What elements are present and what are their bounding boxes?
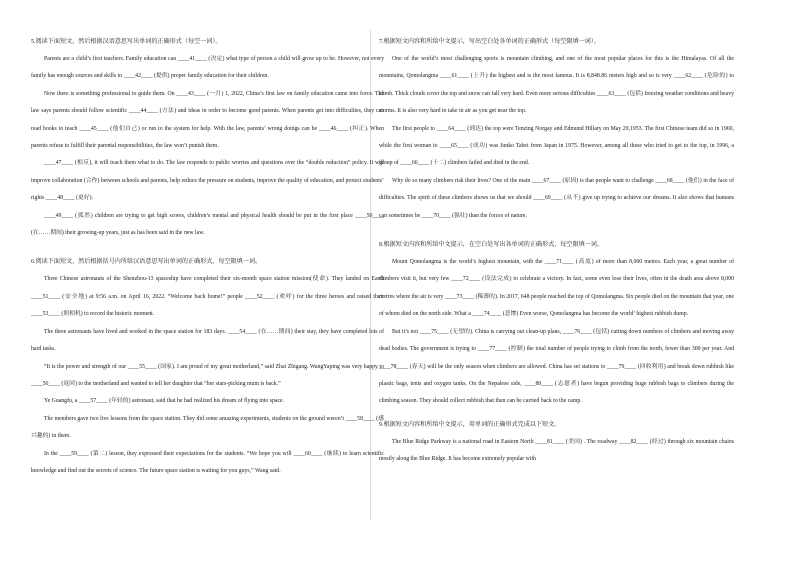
passage-paragraph: The Blue Ridge Parkway is a national road in Eastern North ____81____ (美国) . The roadway ____82____ (经过) through six mountain chains mostly along the Blue Ridge. It has become extremely popular with [379, 438, 734, 463]
passage-paragraph: ____47____ (相反), it will teach them what to do. The law responds to public worries and questions over the “double reduction” policy. It will improve collaboration (合作) between schools and parents, help reduce the pressure on students, improve the quality of education, and protect students’ rights ____48____ (更好). [31, 160, 384, 202]
passage-paragraph: Mount Qomolangma is the world’s highest mountain, with the ____71____ (高度) of more than 8,000 metres. Each year, a great number of climbers visit it, but very few ____72____ (设法完成) to celebrate a victory. In fact, some even lose their lives, often in the death area above 8,000 metres where the air is very ____73____ (稀薄的). In 2017, 648 people reached the top of Qomolangma. Six people died on the mountain that year, one of whom died on the north side. What a ____74____ (悲惨) Even worse, Qomolangma has become the world’ highest rubbish dump. [379, 259, 734, 318]
exercise-9 [379, 417, 734, 469]
passage-paragraph: “It is the power and strength of our ____55____ (国家). I am proud of my great motherland,” said Zhai Zhigang. WangYaping was very happy to ____56____ (返回) to the motherland and wanted to tell her daughter that “her stars-picking mum is back.” [31, 363, 384, 387]
passage-paragraph: Ye Guangfu, a ____57____ (年轻的) astronaut, said that he had realized his dream of flying into space. [44, 398, 285, 405]
passage-paragraph: The members gave two live lessons from the space station. They did some amazing experiments, students on the ground weren’t ____58____ (感兴趣的) in them. [31, 415, 384, 440]
passage-paragraph: Why do so many climbers risk their lives? One of the main ____67____ (原因) is that people want to challenge ____68____ (他们) in the face of difficulties. The spirit of these climbers shows us that we should ____69____ (从不) give up trying to achieve our dreams. It also shows that humans can sometimes be ____70____ (强壮) than the forces of nature. [379, 177, 734, 219]
passage-paragraph: Now there is something professional to guide them. On ____43____ (一月) 1, 2022, China’s first law on family education came into force. The law says parents should follow scientific ____44____ (方法) and ideas in order to become good parents. When parents get into difficulties, they can read books to teach ____45____ (他们自己) or run to the system for help. With the law, parents’ wrong doings can be ____46____ (纠正). When parents refuse to fulfill their parental responsibilities, the law won’t punish them. [31, 90, 384, 150]
exercise-7 [379, 34, 734, 225]
exercise-heading: 5.阅读下面短文，然后根据汉语意思写出单词的正确形式（每空一词）。 [31, 39, 222, 45]
passage-paragraph: Parents are a child’s first teachers. Family education can ____41____ (决定) what type of person a child will grow up to be. However, not every family has enough sources and skills to ____42____ (提供) proper family education for their children. [31, 56, 384, 80]
exercise-heading: 7.根据短文内容和所给中文提示，写出空白处各单词的正确形式（每空限填一词）。 [379, 39, 600, 45]
right-column [379, 34, 734, 469]
passage-paragraph: ____49____ (孤然) children are trying to get high scores, children’s mental and physical health should be put in the first place ____50____ (在……期间) their growing-up years, just as has been said in the new law. [31, 212, 384, 237]
passage-paragraph: But it’s not ____75____ (无望的). China is carrying out clean-up plans, ____76____ (包括) cutting down numbers of climbers and moving away dead bodies. The government is trying to ____77____ (控制) the total number of people trying to climb from the north, fewer than 300 per year. And ____78____ (春天) will be the only season when climbers are allowed. China has set stations to ____79____ (回收利用) and break down rubbish like plastic bags, tents and oxygen tanks. On the Nepalese side, ____80____ (志愿者) have begun providing huge rubbish bags to climbers during the climbing season. They should collect rubbish that then can be carried back to the camp. [379, 328, 734, 405]
exercise-heading: 8.根据短文内容和所给中文提示，在空白处写出各单词的正确形式，每空限填一词。 [379, 242, 603, 249]
exercise-heading: 6.阅读下面短文，然后根据括号内所给汉语意思写出单词的正确形式，每空限填一词。 [31, 259, 262, 266]
passage-paragraph: In the ____59____ (第二) lesson, they expressed their expectations for the students. “We hope you will ____60____ (继续) to learn scientific knowledge and find out the secrets of science. The future space station is waiting for you guys,” Wang said. [31, 450, 384, 474]
exercise-5 [31, 34, 384, 242]
exercise-6 [31, 254, 384, 480]
exercise-heading: 9.根据短文内容和所给中文提示，用单词的正确形式完成以下短文。 [379, 421, 561, 428]
passage-paragraph: The three astronauts have lived and worked in the space station for 183 days. ____54____ (在……期间) their stay, they have completed lots of hard tasks. [31, 328, 384, 353]
passage-paragraph: One of the world’s most challenging sports is mountain climbing, and one of the most popular places for this is the Himalayas. Of all the mountains, Qomolangma ____61____ (上升) the highest and is the most famous. It is 8,848.86 meters high and so is very ____62____ (危险的) to climb. Thick clouds cover the top and snow can fall very hard. Even more serious difficulties ____63____ (包括) freezing weather conditions and heavy storms. It is also very hard to take in air as you get near the top. [379, 56, 734, 115]
exercise-8 [379, 237, 734, 411]
passage-paragraph: Three Chinese astronauts of the Shenzhou-13 spaceship have completed their six-month space station mission(使命). They landed on Earth ____51____ (安全地) at 9:56 a.m. on April 16, 2022. “Welcome back home!” people ____52____ (欢呼) for the three heroes and raised their ____53____ (照相机) to record the historic moment. [31, 276, 384, 318]
passage-paragraph: The first people to ____64____ (到达) the top were Tenzing Norgay and Edmund Hillary on May 29,1953. The first Chinese team did so in 1960, while the first woman to ____65____ (成功) was Junko Tabei from Japan in 1975. However, among all these who tried to get to the top, in 1996, a group of ____66____ (十二) climbers failed and died in the end. [379, 125, 734, 167]
left-column [31, 34, 384, 480]
